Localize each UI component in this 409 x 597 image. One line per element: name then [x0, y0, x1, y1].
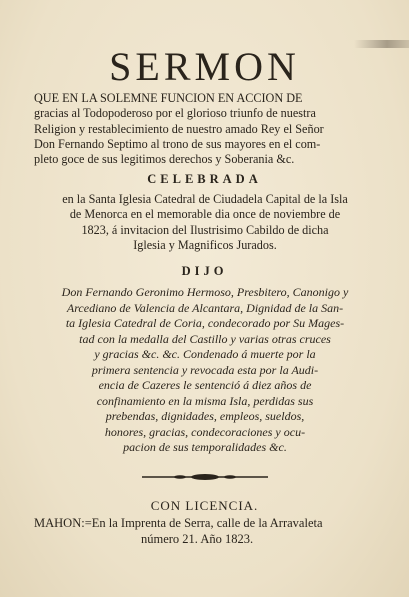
- author-line: tad con la medalla del Castillo y varias otras cruces: [79, 331, 331, 346]
- author-line: Don Fernando Geronimo Hermoso, Presbitero, Canonigo y: [61, 285, 349, 299]
- author-line: pacion de sus temporalidades &c.: [123, 440, 287, 454]
- heading-celebrada: CELEBRADA: [147, 172, 262, 186]
- author-line: honores, gracias, condecoraciones y ocu-: [104, 424, 306, 439]
- ornamental-rule: [140, 472, 270, 482]
- imprint-line: número 21. Año 1823.: [141, 532, 254, 546]
- intro-line: Religion y restablecimiento de nuestro amado Rey el Señor: [34, 121, 324, 136]
- intro-line: Don Fernando Septimo al trono de sus mayores en el com-: [34, 136, 321, 151]
- imprint-line: MAHON:=En la Imprenta de Serra, calle de la Arravaleta: [34, 516, 323, 530]
- author-line: confinamiento en la misma Isla, perdidas sus: [96, 393, 314, 408]
- celebration-line: Iglesia y Magnificos Jurados.: [133, 237, 277, 252]
- celebration-line: de Menorca en el memorable dia once de noviembre de: [69, 207, 341, 222]
- celebration-paragraph: [34, 192, 376, 253]
- author-line: y gracias &c. &c. Condenado á muerte por la: [94, 347, 316, 361]
- document-title: SERMON: [109, 44, 300, 89]
- licence-notice: CON LICENCIA.: [150, 498, 259, 513]
- imprint: [34, 515, 376, 547]
- author-line: Arcediano de Valencia de Alcantara, Dignidad de la San-: [66, 300, 344, 315]
- author-line: encia de Cazeres le sentenció á diez años de: [98, 378, 312, 392]
- celebration-line: 1823, á invitacion del Ilustrisimo Cabildo de dicha: [81, 222, 329, 237]
- heading-dijo: DIJO: [181, 264, 228, 278]
- intro-paragraph: [34, 91, 376, 167]
- author-line: ta Iglesia Catedral de Coria, condecorado por Su Mages-: [65, 316, 345, 330]
- author-paragraph: [34, 285, 376, 456]
- intro-line: pleto goce de sus legitimos derechos y Soberania &c.: [34, 152, 295, 167]
- intro-line: gracias al Todopoderoso por el glorioso triunfo de nuestra: [34, 106, 316, 121]
- celebration-line: en la Santa Iglesia Catedral de Ciudadela Capital de la Isla: [62, 192, 348, 206]
- intro-line: QUE EN LA SOLEMNE FUNCION EN ACCION DE: [34, 91, 303, 105]
- author-line: primera sentencia y revocada esta por la Audi-: [91, 362, 319, 377]
- author-line: prebendas, dignidades, empleos, sueldos,: [105, 409, 305, 423]
